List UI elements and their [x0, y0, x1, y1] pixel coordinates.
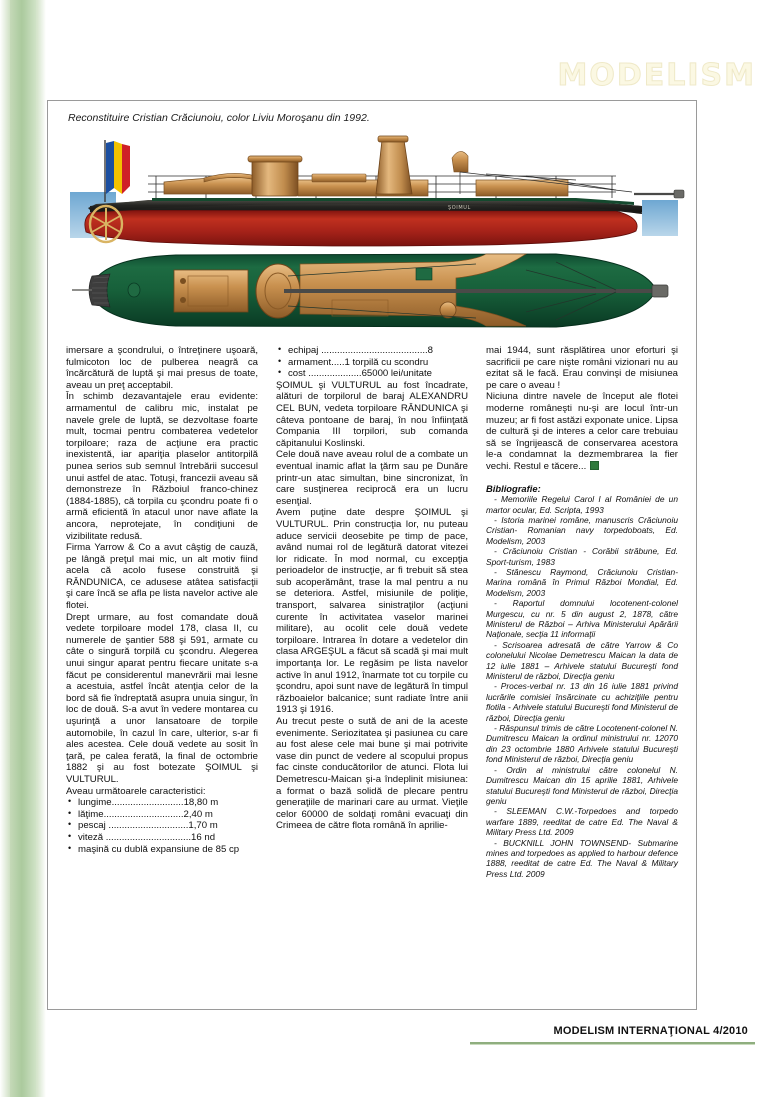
bibliography-item: - BUCKNILL JOHN TOWNSEND- Submarine mines and torpedoes as applied to harbour defence 1888, reeditat de catre Ed. The Naval & Military Press Ltd. 2009: [486, 837, 678, 879]
spec-item: • echipaj ........................................8: [276, 345, 468, 357]
forward-casing: [476, 180, 568, 196]
stern-grating: [89, 274, 110, 307]
paragraph-text: Niciuna dintre navele de început ale flotei moderne româneşti nu-şi are locul într-un muzeu; ar fi fost astăzi exponate unice. Lipsa de cultură şi de interes a celor care trebuiau să se îngrijească de conservarea acestora le-a condamnat la dezmembrarea la fier vechi. Restul e tăcere...: [486, 391, 678, 472]
paragraph: ŞOIMUL şi VULTURUL au fost încadrate, alături de torpilorul de baraj ALEXANDRU CEL BUN, vedeta torpiloare RÂNDUNICA şi câteva pontoane de baraj, în nou înfiinţată Compania III torpilori, sub comanda căpitanului Koslinski.: [276, 379, 468, 449]
bibliography-item: - SLEEMAN C.W.-Torpedoes and torpedo warfare 1889, reeditat de catre Ed. The Naval & Military Press Ltd. 2009: [486, 806, 678, 838]
ventilator: [452, 151, 468, 172]
paragraph: În schimb dezavantajele erau evidente: armamentul de calibru mic, instalat pe navele grele de luptă, se dezvoltase foarte mult, tocmai pentru combaterea vedetelor torpiloare; raza de acţiune era practic inexistentă, iar apariţia plaselor antitorpilă punea serios sub semnul întrebării succesul unui astfel de atac. Totuşi, francezii aveau să demonstreze în Războiul franco-chinez (1884-1885), că torpila cu şcondru poate fi o armă eficientă în atacul unor nave aflate la ancora, neprotejate, în condiţiuni de vizibilitate redusă.: [66, 391, 258, 542]
spec-list-2: [276, 345, 468, 380]
bibliography-item: - Proces-verbal nr. 13 din 16 iulie 1881 privind lucrările comisiei însărcinate cu achiziţiile pentru flotila - Arhivele statului Bucureşti fond Ministerul de război, Direcţia geniu: [486, 681, 678, 723]
bibliography-item: - Istoria marinei române, manuscris Crăciunoiu Cristian- Romanian navy torpedoboats, Ed. Modelism, 2003: [486, 514, 678, 546]
left-decorative-band: [0, 0, 46, 1097]
paragraph-with-endmark: [486, 391, 678, 472]
engine-casing: [312, 174, 366, 182]
left-band-gradient: [10, 0, 36, 1097]
funnel: [376, 140, 412, 194]
ship-plan-view: [72, 254, 668, 327]
footer-title: MODELISM INTERNAŢIONAL: [553, 1025, 710, 1037]
article-columns: [66, 345, 686, 1007]
water-right: [642, 200, 678, 236]
paragraph: imersare a şcondrului, o întreţinere uşoară, fulmicoton loc de pulberea neagră ca încărcătură de luptă şi mai presus de toate, aveau un preţ acceptabil.: [66, 345, 258, 391]
end-of-article-mark: [590, 461, 599, 470]
ship-illustration: [56, 132, 696, 337]
column-1: [66, 345, 258, 855]
bibliography-item: - Memoriile Regelui Carol I al României de un martor ocular, Ed. Scripta, 1993: [486, 494, 678, 515]
bibliography-item: - Ordin al ministrului către colonelul N. Dumitrescu Maican din 15 aprilie 1881, Arhivele statului Bucureşti fond Ministerul de război, Direcţia geniu: [486, 764, 678, 806]
column-3: [486, 345, 678, 879]
paragraph: Aveau următoarele caracteristici:: [66, 785, 206, 797]
romanian-flag: [106, 141, 130, 194]
column-2: [276, 345, 468, 832]
masthead-title: MODELISM: [557, 58, 756, 93]
lower-hull-red: [85, 210, 637, 246]
bibliography-item: - Răspunsul trimis de către Locotenent-colonel N. Dumitrescu Maican la ordinul ministrului nr. 12070 din 23 octombrie 1880 Arhivele statului Bucureşti fond Ministerul de război, Direcţia geniu: [486, 723, 678, 765]
footer-rule-light: [470, 1044, 755, 1045]
paragraph: Avem puţine date despre ŞOIMUL şi VULTURUL. Prin construcţia lor, nu puteau aduce servicii deosebite pe timp de pace, având numai rol de legătură datorat vitezei lor ridicate. În mod normal, cu excepţia perioadelor de instrucţie, ar fi trebuit să stea sub acoperământ, trase la mal pentru a nu se deteriora. Astfel, misiunile de poliţie, transport, salvarea sinistraţilor (acţiuni curente în activitatea vaselor marinei militare), au ocolit cele două vedete torpiloare. Intrarea în dotare a vedetelor din clasa ARGEŞUL a făcut să scadă şi mai mult importanţa lor. Le regăsim pe lista navelor active în anul 1912, înarmate tot cu torpile cu şcondru, apoi sunt nave de legătură în timpul războaielor balcanice; sunt radiate între anii 1913 şi 1916.: [276, 507, 468, 716]
paragraph: Drept urmare, au fost comandate două vedete torpiloare model 178, clasa II, cu numerele de şantier 588 şi 591, armate cu câte o singură torpilă cu şcondru. Alegerea unui singur aparat pentru fiecare unitate s-a făcut pe considerentul manevrării mai lesne a acestuia, astfel încât atenţia celor de la bord să fie îndreptată asupra unuia singur, în loc de două. S-a avut în vedere montarea cu uşurinţă a unor lansatoare de torpile automobile, în cazul în care, ulterior, s-ar fi ales acestea. Cele două vedete au sosit în ţară, pe calea ferată, la final de octombrie 1882 şi au fost botezate ŞOIMUL şi VULTURUL.: [66, 611, 258, 785]
spec-list-1: [66, 797, 258, 855]
bibliography-item: - Crăciunoiu Cristian - Corăbii străbune, Ed. Sport-turism, 1983: [486, 546, 678, 567]
bibliography-list: [486, 494, 678, 879]
spar-torpedo-head: [674, 190, 684, 198]
bibliography-item: - Raportul domnului locotenent-colonel Murgescu, cu nr. 5 din august 2, 1878, către Ministerul de Război – Arhiva Ministerului Apărării Naţionale, secţia 11 informaţii: [486, 598, 678, 640]
paragraph: Cele două nave aveau rolul de a combate un eventual inamic aflat la ţărm sau pe Dunăre printr-un atac simultan, bine sincronizat, în care susţinerea reciprocă era un lucru esenţial.: [276, 449, 468, 507]
hull-name-text: ŞOIMUL: [448, 205, 471, 211]
paragraph: Firma Yarrow & Co a avut câştig de cauză, pe lângă preţul mai mic, un alt motiv fiind acela că acolo fusese construită şi RÂNDUNICA, ce adusese atâtea satisfacţii şi care încă se afla pe lista navelor active ale flotei.: [66, 542, 258, 612]
illustration-caption: Reconstituire Cristian Crăciunoiu, color Liviu Moroşanu din 1992.: [68, 112, 370, 124]
bibliography-item: - Scrisoarea adresată de către Yarrow & Co colonelului Nicolae Demetrescu Maican la data de 12 iulie 1881 – Arhivele statului Bucureşti fond Ministerul de război, Direcţia geniu: [486, 639, 678, 682]
spec-item: • lăţime..............................2,40 m: [66, 809, 258, 821]
spec-item: • pescaj ..............................1,70 m: [66, 820, 258, 832]
conning-tower: [252, 160, 298, 196]
stern-hatch: [128, 283, 140, 297]
bibliography-title: Bibliografie:: [486, 482, 541, 494]
footer: [554, 1025, 748, 1037]
spec-item: • armament.....1 torpilă cu scondru: [276, 357, 468, 369]
plan-spar-head: [652, 285, 668, 297]
spec-item: • viteză ................................16 nd: [66, 832, 258, 844]
footer-issue: 4/2010: [713, 1025, 748, 1037]
conning-tower-cap: [248, 156, 302, 162]
bibliography-item: - Stănescu Raymond, Crăciunoiu Cristian- Marina română în Primul Război Mondial, Ed. Modelism, 2003: [486, 566, 678, 598]
paragraph: mai 1944, sunt răsplătirea unor eforturi şi sacrificii pe care nişte români vizionari nu au ezitat să le facă. Erau convinşi de misiunea pe care o aveau !: [486, 345, 678, 391]
paragraph: Au trecut peste o sută de ani de la aceste evenimente. Seriozitatea şi pasiunea cu care au fost alese cele mai bune şi mai potrivite vase din punct de vedere al scopului propus fac cinste conducătorilor de atunci. Flota lui Demetrescu-Maican şi-a îndeplinit misiunea: a format o bază solidă de plecare pentru generaţiile de marinari care au urmat. Vieţile celor 60000 de soldaţi români evacuaţi din Crimeea de către flota română în aprilie-: [276, 716, 468, 832]
spec-item: • maşină cu dublă expansiune de 85 cp: [66, 844, 258, 856]
spec-item: • lungime...........................18,80 m: [66, 797, 258, 809]
spec-item: • cost ....................65000 lei/unitate: [276, 368, 468, 380]
ship-side-profile: [85, 136, 684, 246]
funnel-cap: [378, 136, 408, 142]
